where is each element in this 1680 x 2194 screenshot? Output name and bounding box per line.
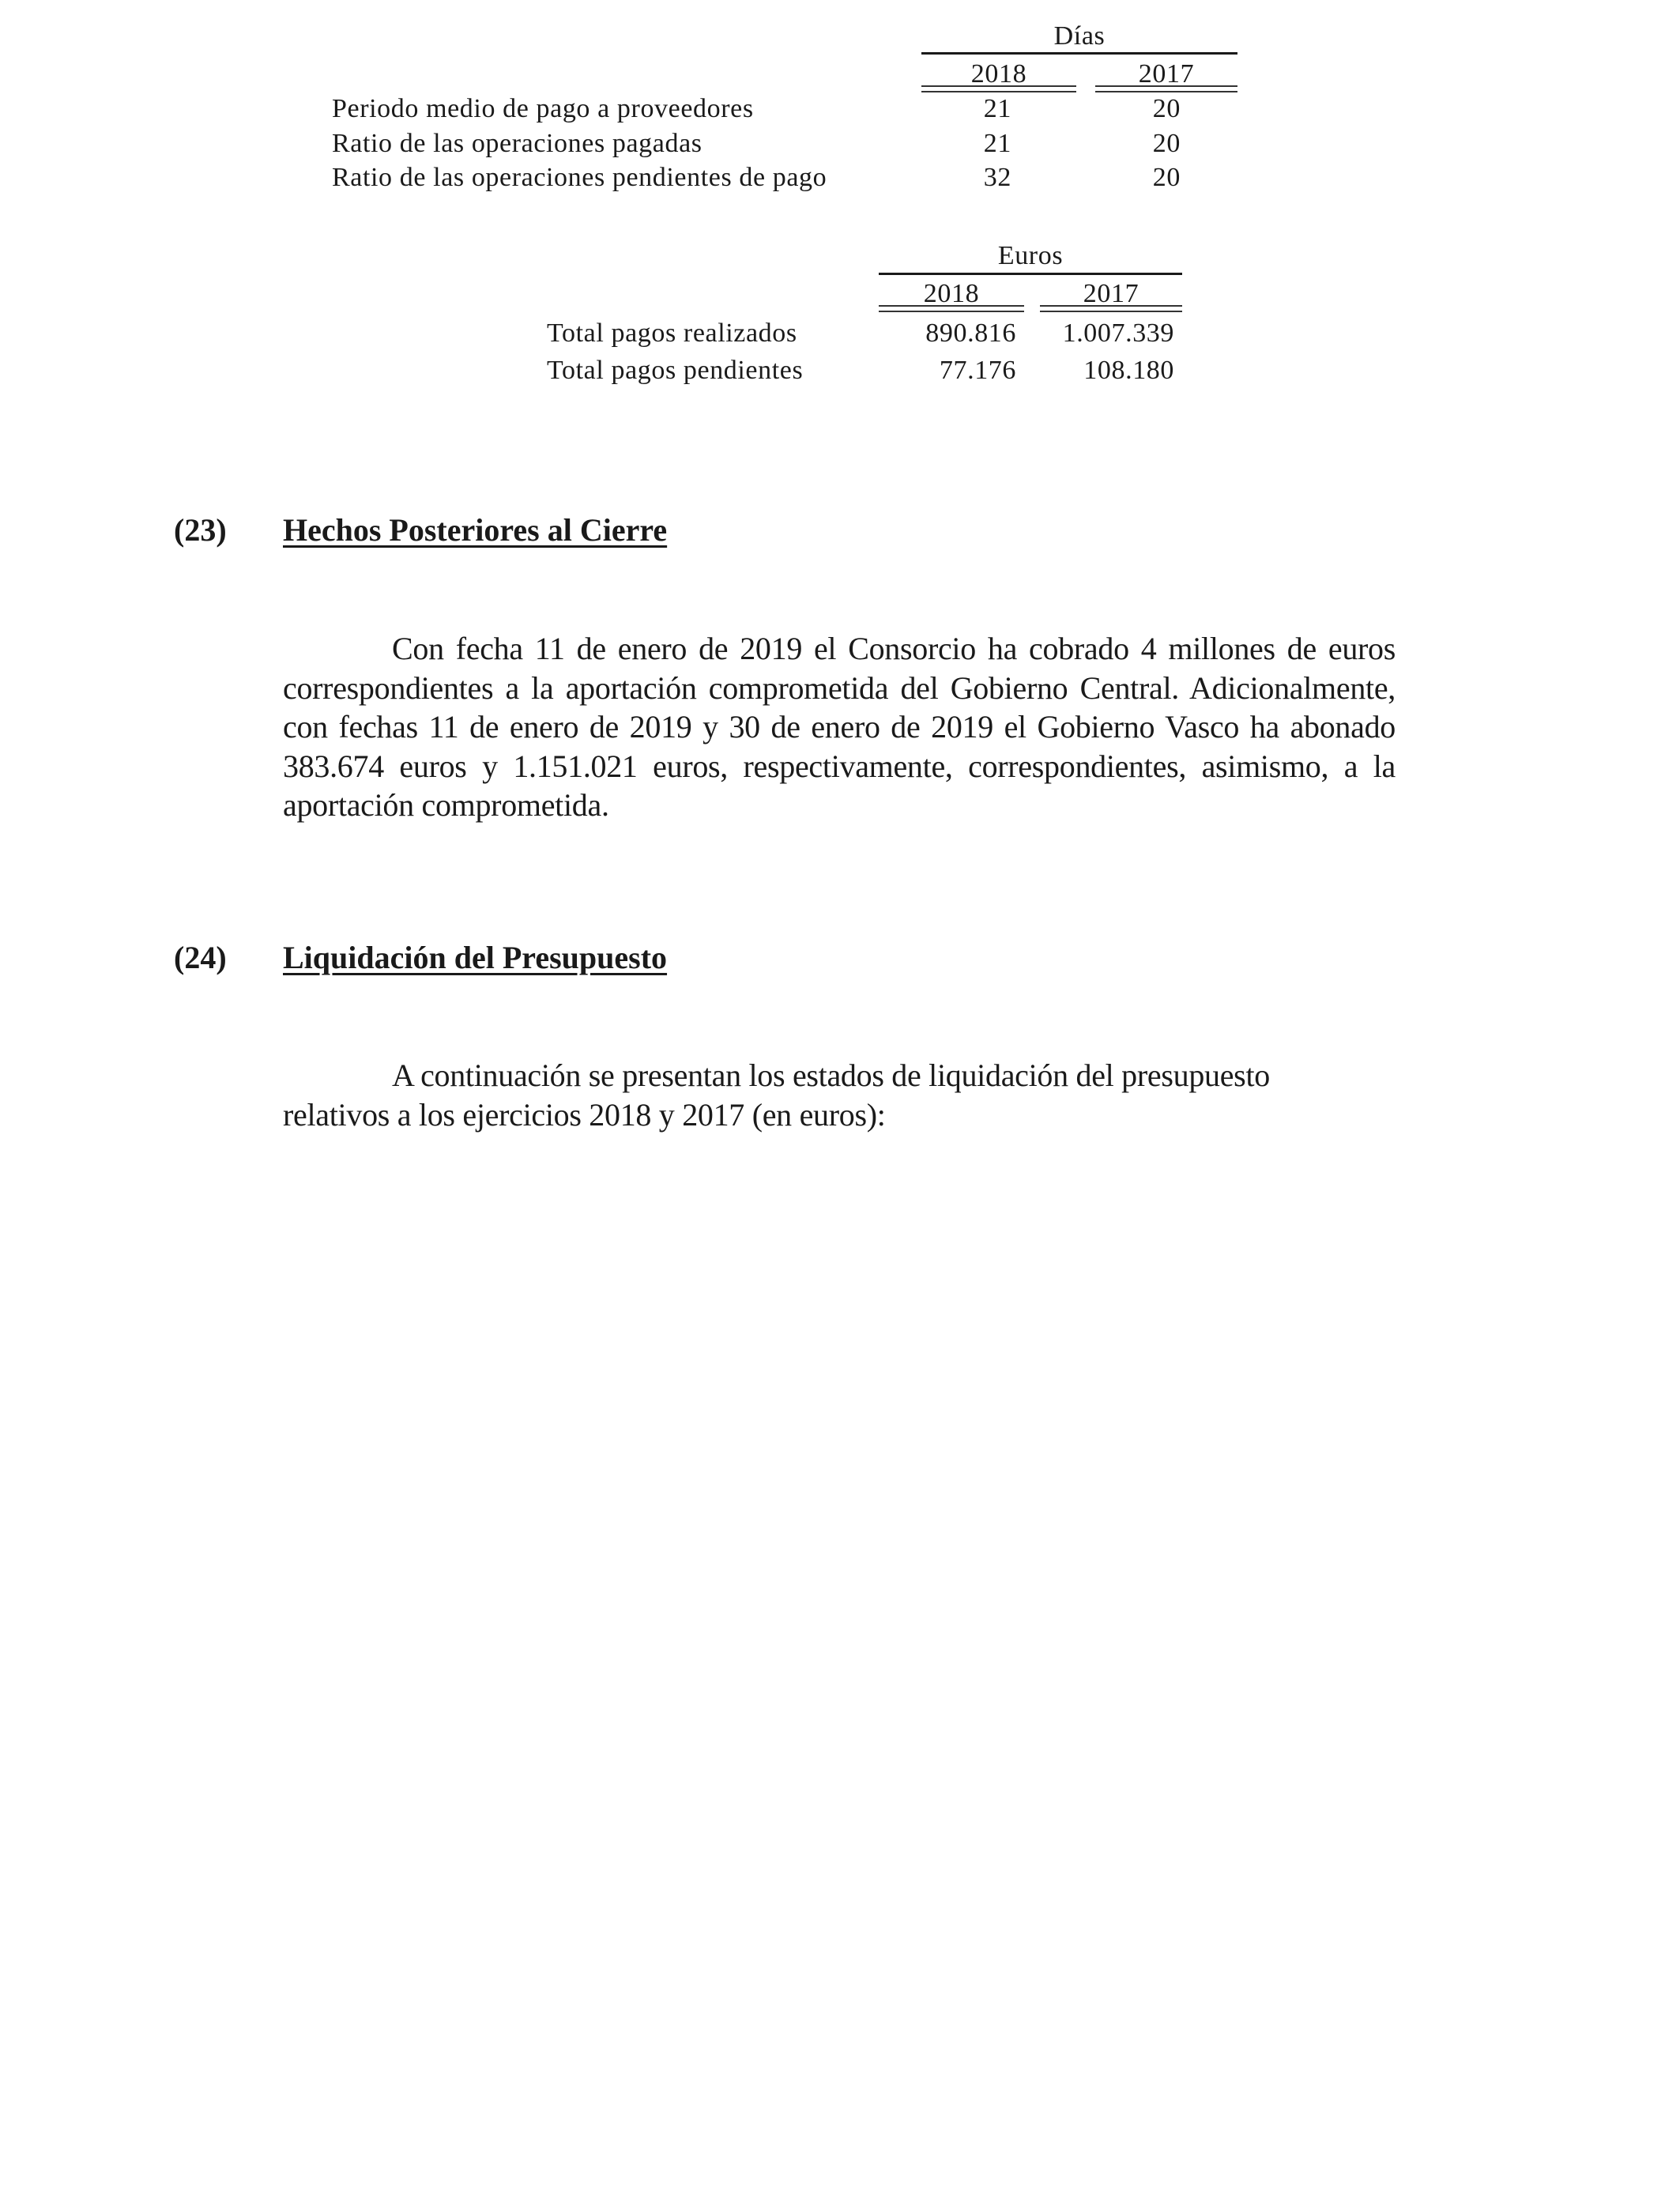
section-23-number: (23) bbox=[174, 512, 227, 548]
dias-row-value-2017: 20 bbox=[1152, 129, 1181, 158]
section-24-body bbox=[283, 1056, 1365, 1134]
euros-col-2017-double-rule bbox=[1040, 305, 1182, 312]
dias-row-label: Ratio de las operaciones pendientes de pago bbox=[332, 163, 827, 192]
euros-col-2017: 2017 bbox=[1083, 279, 1139, 308]
euros-row-value-2018: 77.176 bbox=[939, 356, 1016, 385]
euros-row-label: Total pagos realizados bbox=[547, 319, 797, 348]
section-24-title: Liquidación del Presupuesto bbox=[283, 940, 668, 975]
dias-col-2018: 2018 bbox=[970, 59, 1027, 89]
dias-row-value-2017: 20 bbox=[1152, 163, 1181, 192]
euros-row-label: Total pagos pendientes bbox=[547, 356, 804, 385]
section-23-paragraph: Con fecha 11 de enero de 2019 el Consorcio ha cobrado 4 millones de euros correspondientes a la aportación comprometida del Gobierno Central. Adicionalmente, con fechas 11 de enero de 2019 y 30 de enero de 2019 el Gobierno Vasco ha abonado 383.674 euros y 1.151.021 euros, respectivamente, correspondientes, asimismo, a la aportación comprometida. bbox=[283, 631, 1396, 823]
dias-row-value-2018: 21 bbox=[983, 94, 1011, 123]
dias-row-label: Periodo medio de pago a proveedores bbox=[332, 94, 754, 123]
section-24-number: (24) bbox=[174, 940, 227, 975]
euros-header-rule bbox=[879, 273, 1182, 275]
dias-unit-header: Días bbox=[1053, 21, 1106, 51]
section-24-paragraph: A continuación se presentan los estados de liquidación del presupuesto relativos a los ejercicios 2018 y 2017 (en euros): bbox=[283, 1057, 1270, 1133]
euros-col-2018: 2018 bbox=[923, 279, 980, 308]
euros-row-value-2017: 108.180 bbox=[1083, 356, 1174, 385]
euros-row-value-2018: 890.816 bbox=[925, 319, 1016, 348]
euros-row-value-2017: 1.007.339 bbox=[1062, 319, 1174, 348]
dias-row-value-2017: 20 bbox=[1152, 94, 1181, 123]
dias-row-value-2018: 32 bbox=[983, 163, 1011, 192]
dias-header-rule bbox=[921, 52, 1237, 55]
euros-col-2018-double-rule bbox=[879, 305, 1024, 312]
dias-col-2017: 2017 bbox=[1138, 59, 1195, 89]
euros-unit-header: Euros bbox=[997, 241, 1064, 270]
section-23-title: Hechos Posteriores al Cierre bbox=[283, 512, 668, 548]
section-23-body bbox=[283, 629, 1396, 825]
dias-row-label: Ratio de las operaciones pagadas bbox=[332, 129, 703, 158]
dias-row-value-2018: 21 bbox=[983, 129, 1011, 158]
